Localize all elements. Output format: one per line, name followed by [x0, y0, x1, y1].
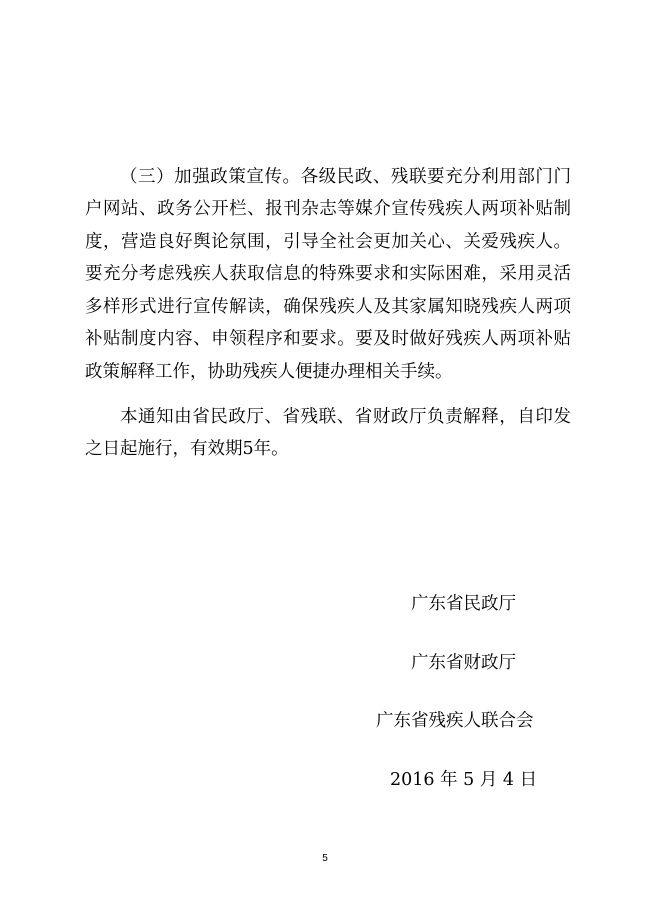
issue-date: 2016 年 5 月 4 日: [390, 770, 538, 790]
body-paragraph-policy-publicity: （三）加强政策宣传。各级民政、残联要充分利用部门门户网站、政务公开栏、报刊杂志等媒介宣传残疾人两项补贴制度，营造良好舆论氛围，引导全社会更加关心、关爱残疾人。要充分考虑残疾人获取信息的特殊要求和实际困难，采用灵活多样形式进行宣传解读，确保残疾人及其家属知晓残疾人两项补贴制度内容、申领程序和要求。要及时做好残疾人两项补贴政策解释工作，协助残疾人便捷办理相关手续。: [85, 166, 571, 382]
issuer-finance: 广东省财政厅: [411, 653, 516, 673]
issuer-civil-affairs: 广东省民政厅: [411, 594, 516, 614]
body-paragraph-interpretation: 本通知由省民政厅、省残联、省财政厅负责解释，自印发之日起施行，有效期5年。: [85, 406, 571, 459]
issuer-disabled-federation: 广东省残疾人联合会: [376, 711, 534, 731]
page-number: 5: [322, 853, 328, 864]
